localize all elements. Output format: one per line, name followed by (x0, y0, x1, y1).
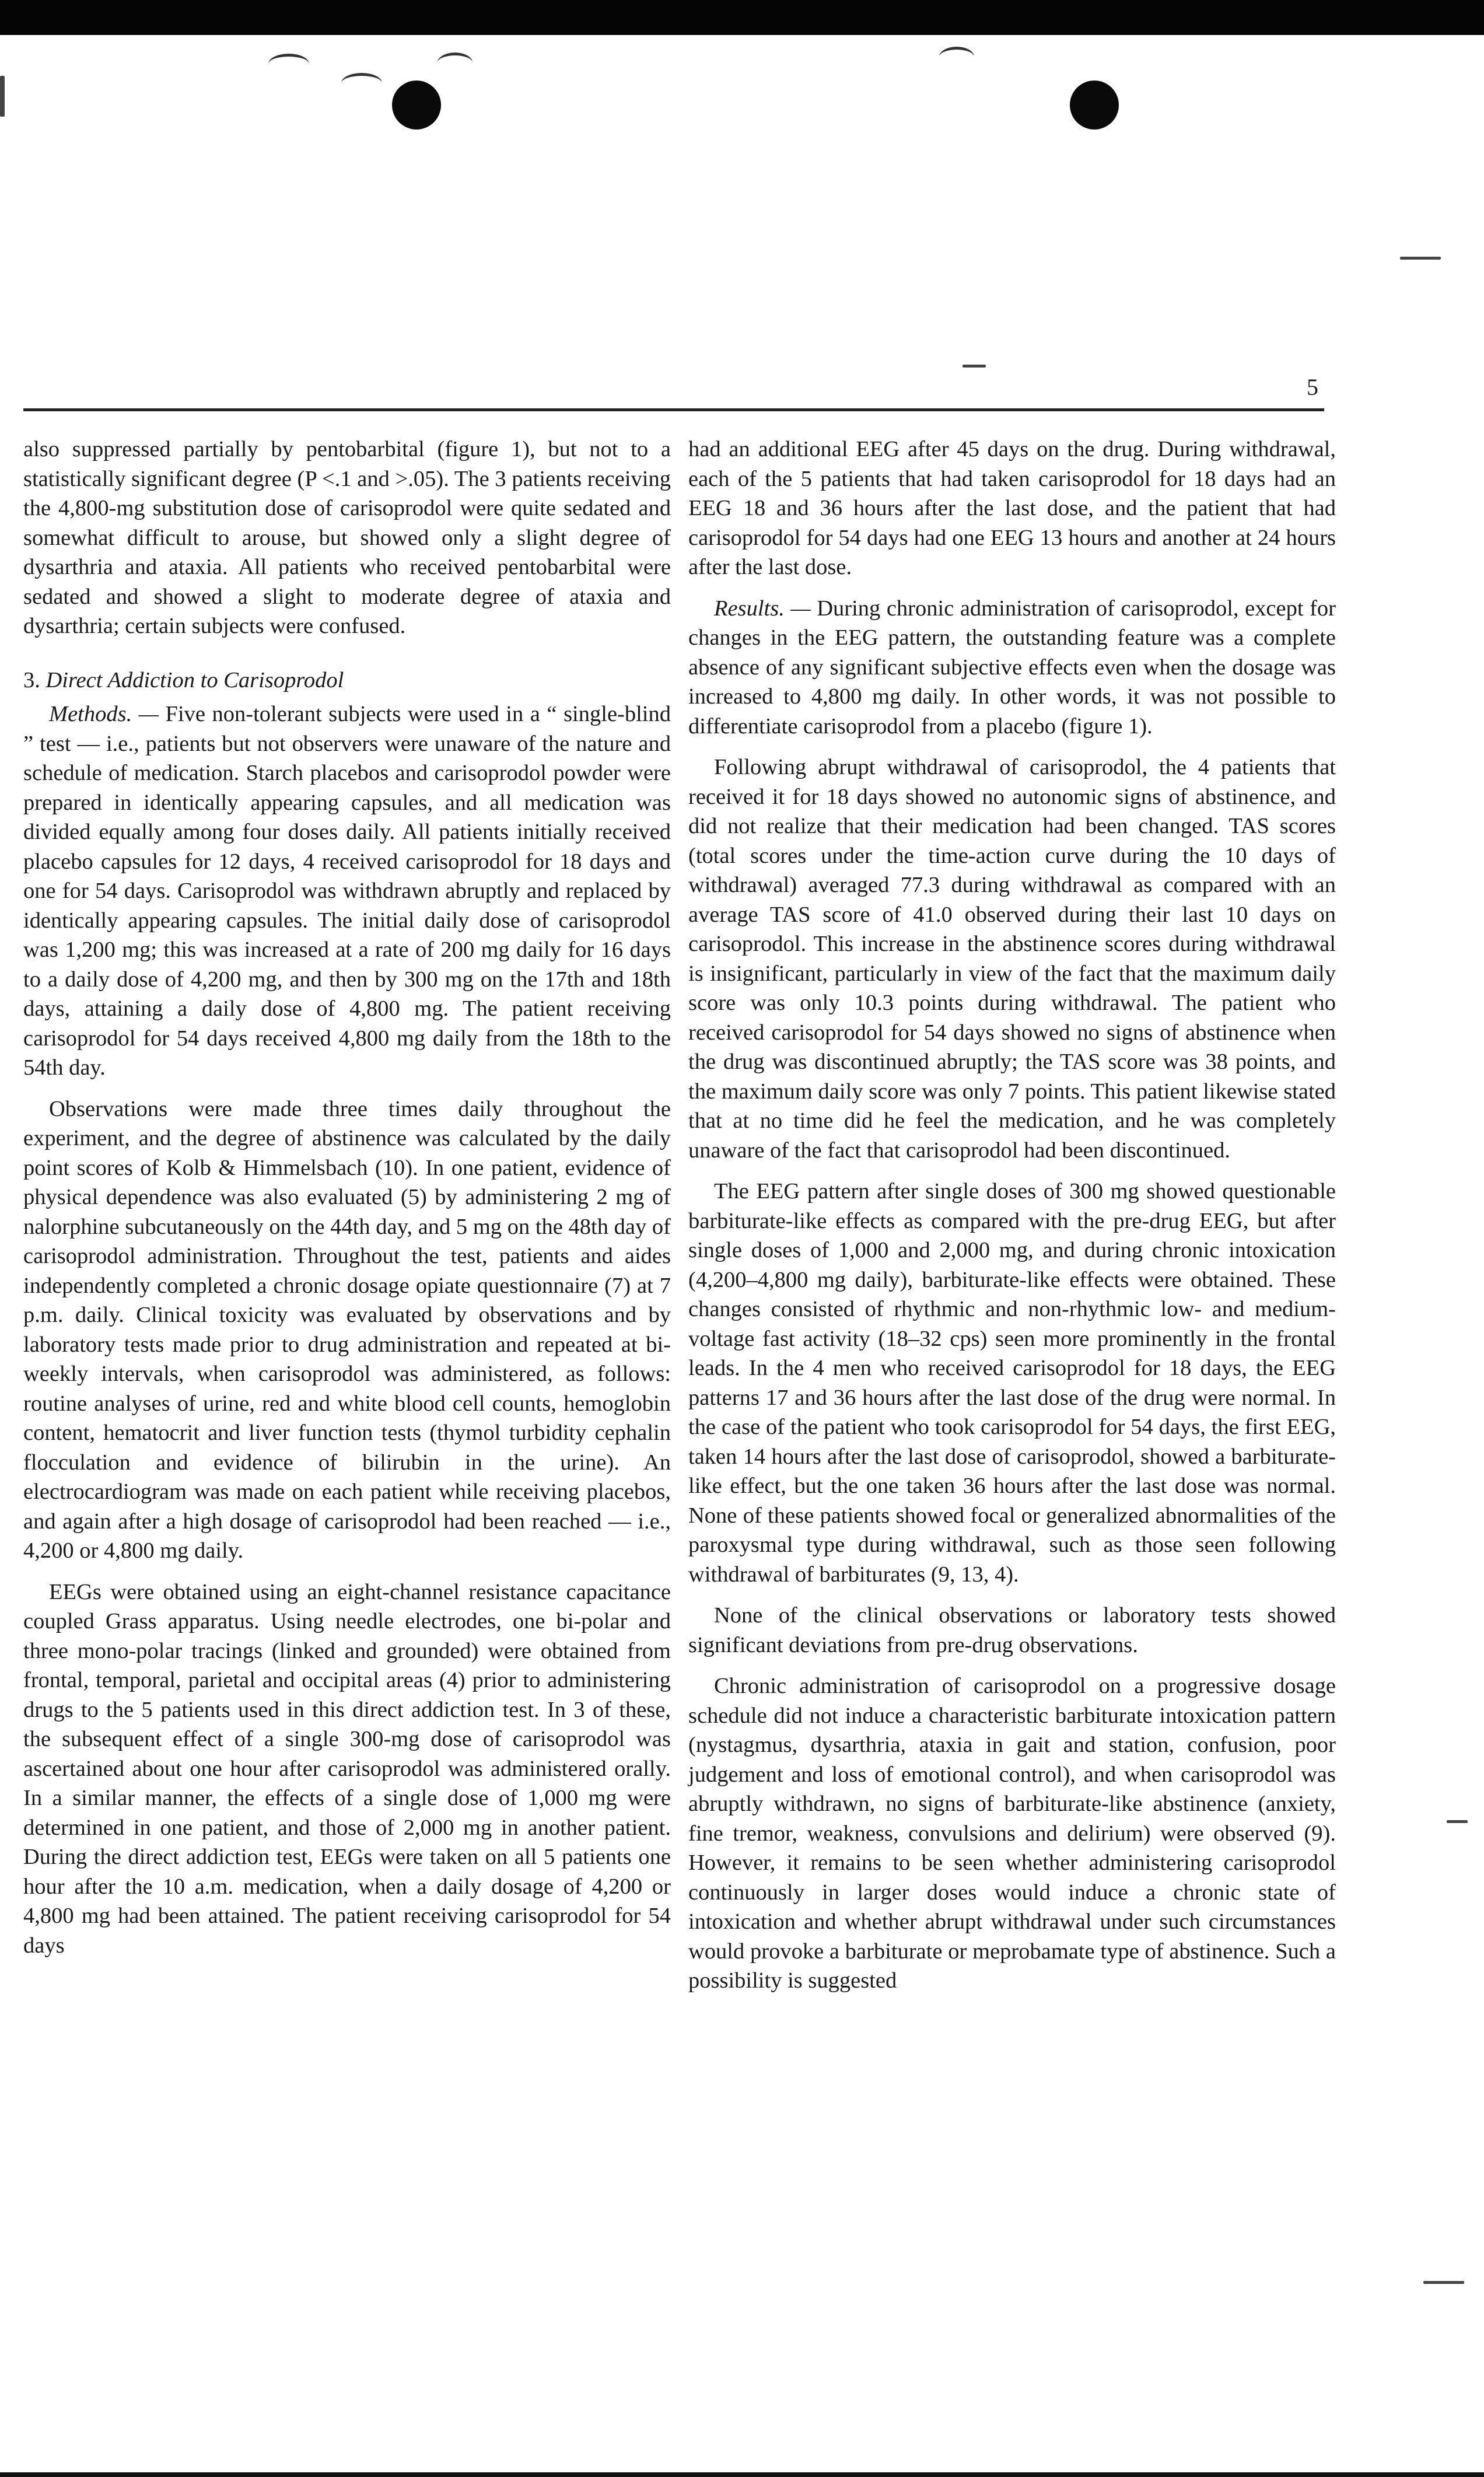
paragraph-text: Five non-tolerant subjects were used in a “ single-blind ” test — i.e., patients but not observers were unaware of the nature and schedule of medication. Starch placebos and carisoprodol powder were prepared in identically appearing capsules, and all medication was divided equally among four doses daily. All patients initially received placebo capsules for 12 days, 4 received carisoprodol for 18 days and one for 54 days. Carisoprodol was withdrawn abruptly and replaced by identically appearing capsules. The initial daily dose of carisoprodol was 1,200 mg; this was increased at a rate of 200 mg daily for 16 days to a daily dose of 4,200 mg, and then by 300 mg on the 17th and 18th days, attaining a daily dose of 4,800 mg. The patient receiving carisoprodol for 54 days received 4,800 mg daily from the 18th to the 54th day. (23, 702, 671, 1080)
paragraph-text: During chronic administration of carisoprodol, except for changes in the EEG pattern, the outstanding feature was a complete absence of any significant subjective effects even when the dosage was increased to 4,800 mg daily. In other words, it was not possible to differentiate carisoprodol from a placebo (figure 1). (688, 596, 1336, 739)
scan-speck (963, 365, 986, 368)
punch-hole-right (1070, 81, 1119, 130)
section-number: 3. (23, 667, 40, 692)
scan-bottom-border (0, 2472, 1484, 2477)
paragraph: Observations were made three times daily throughout the experiment, and the degree of abstinence was calculated by the daily point scores of Kolb & Himmelsbach (10). In one patient, evidence of physical dependence was also evaluated (5) by administering 2 mg of nalorphine subcutaneously on the 44th day, and 5 mg on the 48th day of carisoprodol administration. Throughout the test, patients and aides independently completed a chronic dosage opiate questionnaire (7) at 7 p.m. daily. Clinical toxicity was evaluated by observations and by laboratory tests made prior to drug administration and repeated at bi-weekly intervals, when carisoprodol was administered, as follows: routine analyses of urine, red and white blood cell counts, hemoglobin content, hematocrit and liver function tests (thymol turbidity cephalin flocculation and evidence of bilirubin in the urine). An electrocardiogram was made on each patient while receiving placebos, and again after a high dosage of carisoprodol had been reached — i.e., 4,200 or 4,800 mg daily. (23, 1096, 671, 1563)
paragraph (23, 699, 671, 1083)
paragraph: EEGs were obtained using an eight-channel resistance capacitance coupled Grass apparatus. Using needle electrodes, one bi-polar and three mono-polar tracings (linked and grounded) were obtained from frontal, temporal, parietal and occipital areas (4) prior to administering drugs to the 5 patients used in this direct addiction test. In 3 of these, the subsequent effect of a single 300-mg dose of carisoprodol was ascertained about one hour after carisoprodol was administered orally. In a similar manner, the effects of a single dose of 1,000 mg were determined in one patient, and those of 2,000 mg in another patient. During the direct addiction test, EEGs were taken on all 5 patients one hour after the 10 a.m. medication, when a daily dosage of 4,200 or 4,800 mg had been attained. The patient receiving carisoprodol for 54 days (23, 1579, 671, 1958)
header-rule (23, 408, 1324, 411)
scan-mark (268, 54, 309, 74)
right-column (688, 435, 1336, 2007)
punch-hole-left (392, 81, 441, 130)
scan-speck (1400, 257, 1441, 260)
section-title: Direct Addiction to Carisoprodol (46, 667, 344, 692)
paragraph: also suppressed partially by pentobarbital (figure 1), but not to a statistically significant degree (P <.1 and >.05). The 3 patients receiving the 4,800-mg substitution dose of carisoprodol were quite sedated and somewhat difficult to arouse, but showed only a slight degree of dysarthria and ataxia. All patients who received pentobarbital were sedated and showed a slight to moderate degree of ataxia and dysarthria; certain subjects were confused. (23, 437, 671, 638)
scan-speck (1447, 1820, 1468, 1823)
paragraph: had an additional EEG after 45 days on the drug. During withdrawal, each of the 5 patients that had taken carisoprodol for 18 days had an EEG 18 and 36 hours after the last dose, and the patient that had carisoprodol for 54 days had one EEG 13 hours and another at 24 hours after the last dose. (688, 437, 1336, 579)
paragraph: The EEG pattern after single doses of 300 mg showed questionable barbiturate-like effects as compared with the pre-drug EEG, but after single doses of 1,000 and 2,000 mg, and during chronic intoxication (4,200–4,800 mg daily), barbiturate-like effects were obtained. These changes consisted of rhythmic and non-rhythmic low- and medium-voltage fast activity (18–32 cps) seen more prominently in the frontal leads. In the 4 men who received carisoprodol for 18 days, the EEG patterns 17 and 36 hours after the last dose of the drug were normal. In the case of the patient who took carisoprodol for 54 days, the first EEG, taken 14 hours after the last dose of carisoprodol, showed a barbiturate-like effect, but the one taken 36 hours after the last dose was normal. None of these patients showed focal or generalized abnormalities of the paroxysmal type during withdrawal, such as those seen following withdrawal of barbiturates (9, 13, 4). (688, 1179, 1336, 1587)
scan-mark (341, 73, 382, 93)
scan-speck (0, 76, 5, 117)
scan-top-border (0, 0, 1484, 35)
paragraph: Following abrupt withdrawal of carisoprodol, the 4 patients that received it for 18 days showed no autonomic signs of abstinence, and did not realize that their medication had been changed. TAS scores (total scores under the time-action curve during the 10 days of withdrawal) averaged 77.3 during withdrawal as compared with an average TAS score of 41.0 observed during their last 10 days on carisoprodol. This increase in the abstinence scores during withdrawal is insignificant, particularly in view of the fact that the maximum daily score was only 10.3 points during withdrawal. The patient who received carisoprodol for 54 days showed no signs of abstinence when the drug was discontinued abruptly; the TAS score was 38 points, and the maximum daily score was only 7 points. This patient likewise stated that at no time did he feel the medication, and he was completely unaware of the fact that carisoprodol had been discontinued. (688, 755, 1336, 1163)
run-in-heading: Methods. — (49, 702, 159, 726)
scan-speck (1423, 2281, 1464, 2284)
run-in-heading: Results. — (714, 596, 811, 621)
paragraph: Chronic administration of carisoprodol on a progressive dosage schedule did not induce a characteristic barbiturate intoxication pattern (nystagmus, dysarthria, ataxia in gait and station, confusion, poor judgement and loss of emotional control), and when carisoprodol was abruptly withdrawn, no signs of barbiturate-like abstinence (anxiety, fine tremor, weakness, convulsions and delirium) were observed (9). However, it remains to be seen whether administering carisoprodol continuously in larger doses would induce a chronic state of intoxication and whether abrupt withdrawal under such circumstances would provoke a barbiturate or meprobamate type of abstinence. Such a possibility is suggested (688, 1674, 1336, 1993)
left-column (23, 435, 671, 1972)
scan-mark (939, 47, 974, 67)
paragraph (688, 594, 1336, 741)
section-heading (23, 666, 671, 695)
paragraph: None of the clinical observations or laboratory tests showed significant deviations from pre-drug observations. (688, 1603, 1336, 1657)
page-number: 5 (1307, 374, 1318, 400)
scan-mark (438, 53, 473, 73)
